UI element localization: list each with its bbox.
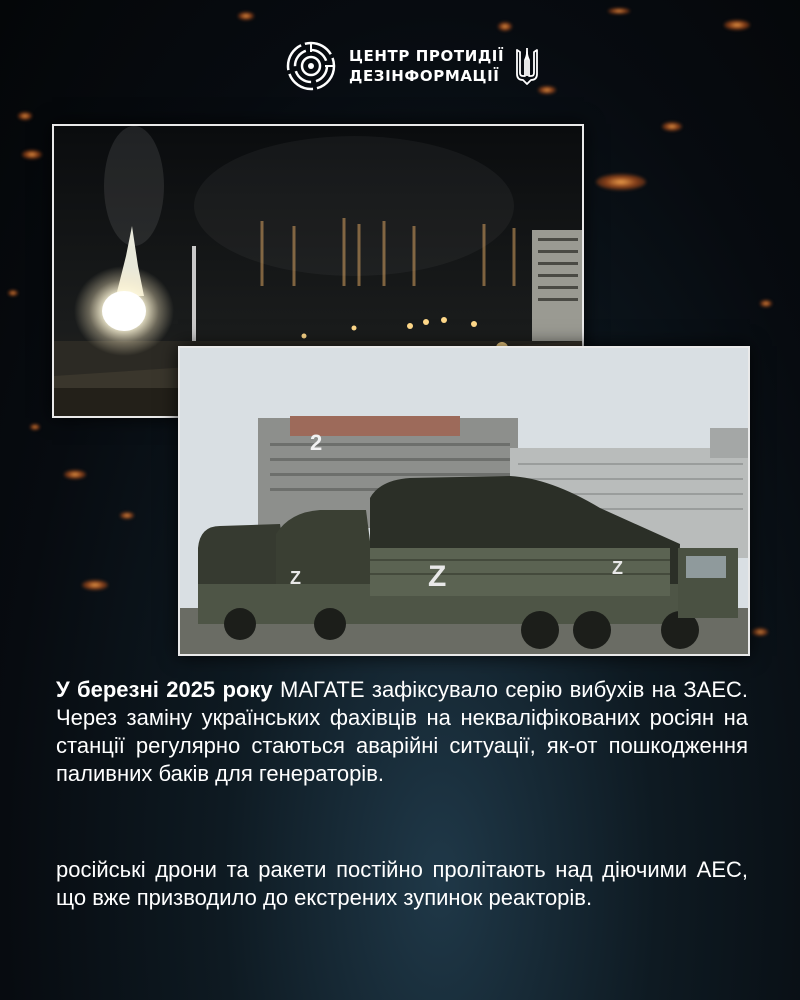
spark bbox=[18, 112, 32, 120]
paragraph-2: російські дрони та ракети постійно пролітають над діючими АЕС, що вже призводило до екстрених зупинок реакторів. bbox=[56, 857, 748, 910]
header bbox=[285, 40, 540, 92]
spark bbox=[238, 12, 254, 20]
spark bbox=[498, 22, 512, 31]
spark bbox=[120, 512, 134, 519]
spark bbox=[64, 470, 86, 479]
paragraph-1-text: МАГАТЕ зафіксувало серію вибухів на ЗАЕС. Через заміну українських фахівців на некваліфікованих росіян на станції регулярно стаються аварійні ситуації, як-от пошкодження паливних баків для генераторів. bbox=[56, 677, 748, 786]
spark bbox=[760, 300, 772, 307]
truck-z-mark-rear: Z bbox=[290, 568, 301, 588]
truck-z-mark: Z bbox=[428, 560, 447, 593]
spark bbox=[8, 290, 18, 296]
cpd-logo-icon bbox=[285, 40, 337, 92]
truck-z-mark-side: Z bbox=[612, 558, 623, 578]
building-number: 2 bbox=[310, 430, 323, 455]
spark bbox=[608, 8, 630, 14]
trident-icon bbox=[514, 46, 540, 86]
spark bbox=[30, 424, 40, 430]
org-name-line2: ДЕЗІНФОРМАЦІЇ bbox=[349, 67, 500, 85]
spark bbox=[22, 150, 42, 159]
spark bbox=[82, 580, 108, 590]
photo-military-trucks bbox=[178, 346, 750, 656]
spark bbox=[752, 628, 768, 636]
spark bbox=[596, 174, 646, 190]
spark bbox=[662, 122, 682, 131]
spark bbox=[724, 20, 750, 30]
paragraph-1 bbox=[56, 676, 748, 788]
spark bbox=[538, 86, 556, 94]
organization-name bbox=[349, 46, 504, 86]
org-name-line1: ЦЕНТР ПРОТИДІЇ bbox=[349, 47, 505, 65]
paragraph-1-lead: У березні 2025 року bbox=[56, 677, 273, 702]
